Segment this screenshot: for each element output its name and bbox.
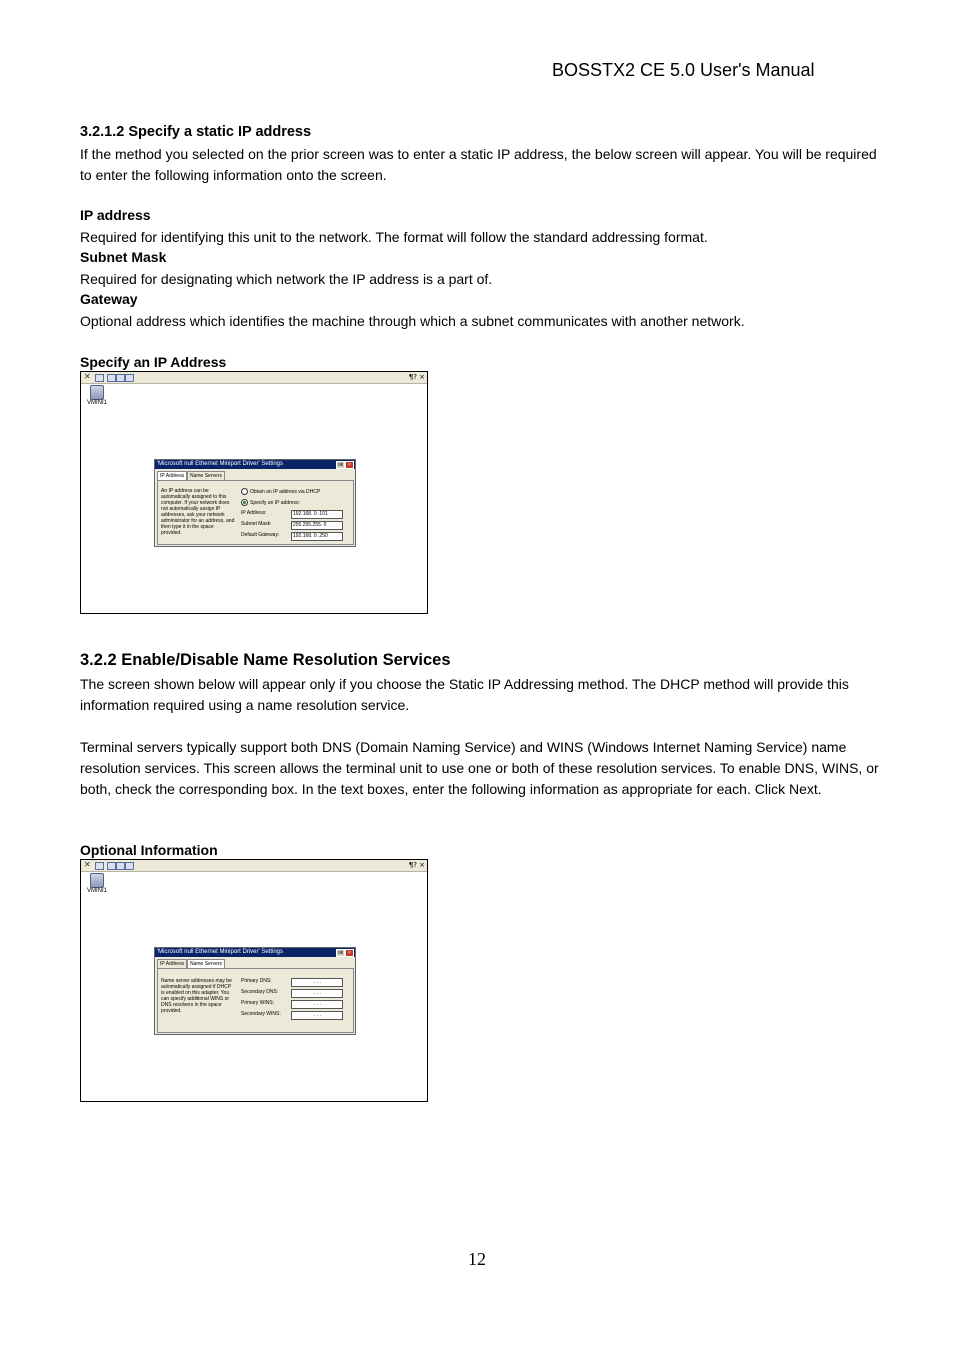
tab-ip-address[interactable]: IP Address: [157, 959, 187, 968]
ok-button[interactable]: ok: [337, 462, 344, 468]
secondary-dns-field[interactable]: . . .: [291, 989, 343, 998]
page-number: 12: [468, 1249, 486, 1269]
default-gateway-field[interactable]: 192.168. 0 .250: [291, 532, 343, 541]
section-heading-322: 3.2.2 Enable/Disable Name Resolution Services: [80, 651, 451, 669]
term-gateway: Gateway: [80, 291, 138, 307]
settings-dialog: [154, 947, 356, 1035]
secondary-wins-field[interactable]: . . .: [291, 1011, 343, 1020]
window-icon[interactable]: [107, 862, 116, 870]
screenshot-optional-info: [80, 859, 428, 1102]
tab-panel: [157, 480, 354, 545]
dialog-titlebar: [155, 460, 355, 469]
radio-specify-label: Specify an IP address:: [250, 499, 300, 506]
ip-address-label: IP Address:: [241, 510, 267, 516]
tab-panel: [157, 968, 354, 1033]
radio-icon[interactable]: [241, 488, 248, 495]
close-button[interactable]: ×: [345, 949, 354, 957]
ip-address-field[interactable]: 192.168. 0 .101: [291, 510, 343, 519]
section-322-para2: Terminal servers typically support both DNS (Domain Naming Service) and WINS (Windows Internet Naming Service) name resolution services. This screen allows the terminal unit to use one or both of these resolution services. To enable DNS, WINS, or both, check the corresponding box. In the text boxes, enter the following information as appropriate for each. Click Next.: [80, 739, 879, 797]
default-gateway-label: Default Gateway:: [241, 532, 280, 538]
section-322-para1: The screen shown below will appear only if you choose the Static IP Addressing method. The DHCP method will provide this information required using a name resolution service.: [80, 676, 849, 713]
tab-ip-address[interactable]: IP Address: [157, 471, 187, 480]
desc-subnet-mask: Required for designating which network the IP address is a part of.: [80, 271, 493, 287]
subnet-mask-label: Subnet Mask:: [241, 521, 272, 527]
section-heading-3212: 3.2.1.2 Specify a static IP address: [80, 124, 312, 140]
primary-dns-field[interactable]: . . .: [291, 978, 343, 987]
desc-ip-address: Required for identifying this unit to the network. The format will follow the standard addressing format.: [80, 229, 708, 245]
ns-description: Name server addresses may be automatically assigned if DHCP is enabled on this adapter. You can specify additional WINS or DNS resolvers in the space provided.: [161, 978, 232, 1014]
window-icon[interactable]: [125, 374, 134, 382]
dialog-title: 'Microsoft null Ethernet Miniport Driver' Settings: [157, 461, 284, 467]
subnet-mask-field[interactable]: 255.255.255. 0: [291, 521, 343, 530]
window-icon[interactable]: [107, 374, 116, 382]
network-adapter-icon[interactable]: [90, 385, 104, 400]
tab-name-servers[interactable]: Name Servers: [187, 959, 225, 968]
radio-obtain-dhcp[interactable]: [241, 488, 320, 496]
screenshot-specify-ip: [80, 371, 428, 614]
dialog-title: 'Microsoft null Ethernet Miniport Driver' Settings: [157, 949, 284, 955]
window-icon[interactable]: [116, 374, 125, 382]
section-3212-intro: If the method you selected on the prior screen was to enter a static IP address, the below screen will appear. You will be required to enter the following information onto the screen.: [80, 146, 877, 183]
window-icon[interactable]: [125, 862, 134, 870]
primary-dns-label: Primary DNS:: [241, 978, 272, 984]
term-subnet-mask: Subnet Mask: [80, 249, 167, 265]
term-ip-address: IP address: [80, 207, 151, 223]
dialog-titlebar: [155, 948, 355, 957]
close-icon[interactable]: ✕: [84, 860, 91, 869]
secondary-wins-label: Secondary WINS:: [241, 1011, 281, 1017]
document-header-title: BOSSTX2 CE 5.0 User's Manual: [552, 60, 815, 80]
desktop-icon-label: VMINI1: [87, 888, 108, 894]
taskbar: [81, 372, 427, 384]
figure-label-optional-info: Optional Information: [80, 842, 218, 858]
primary-wins-field[interactable]: . . .: [291, 1000, 343, 1009]
taskbar: [81, 860, 427, 872]
help-close-controls[interactable]: ¶? ×: [408, 861, 425, 869]
secondary-dns-label: Secondary DNS:: [241, 989, 279, 995]
network-adapter-icon[interactable]: [90, 873, 104, 888]
settings-dialog: [154, 459, 356, 547]
help-close-controls[interactable]: ¶? ×: [408, 373, 425, 381]
window-icon[interactable]: [116, 862, 125, 870]
ip-description: An IP address can be automatically assigned to this computer. If your network does not automatically assign IP addresses, ask your network administrator for an address, and then type it in the space provided.: [161, 488, 235, 536]
primary-wins-label: Primary WINS:: [241, 1000, 275, 1006]
ok-button[interactable]: ok: [337, 950, 344, 956]
close-button[interactable]: ×: [345, 461, 354, 469]
desc-gateway: Optional address which identifies the machine through which a subnet communicates with another network.: [80, 313, 745, 329]
figure-label-specify-ip: Specify an IP Address: [80, 354, 227, 370]
tab-name-servers[interactable]: Name Servers: [187, 471, 225, 480]
desktop-icon-label: VMINI1: [87, 400, 108, 406]
close-icon[interactable]: ✕: [84, 372, 91, 381]
network-icon[interactable]: [95, 374, 104, 382]
radio-selected-icon[interactable]: [241, 499, 248, 506]
radio-specify-ip[interactable]: [241, 499, 300, 507]
network-icon[interactable]: [95, 862, 104, 870]
radio-dhcp-label: Obtain an IP address via DHCP: [250, 488, 321, 495]
